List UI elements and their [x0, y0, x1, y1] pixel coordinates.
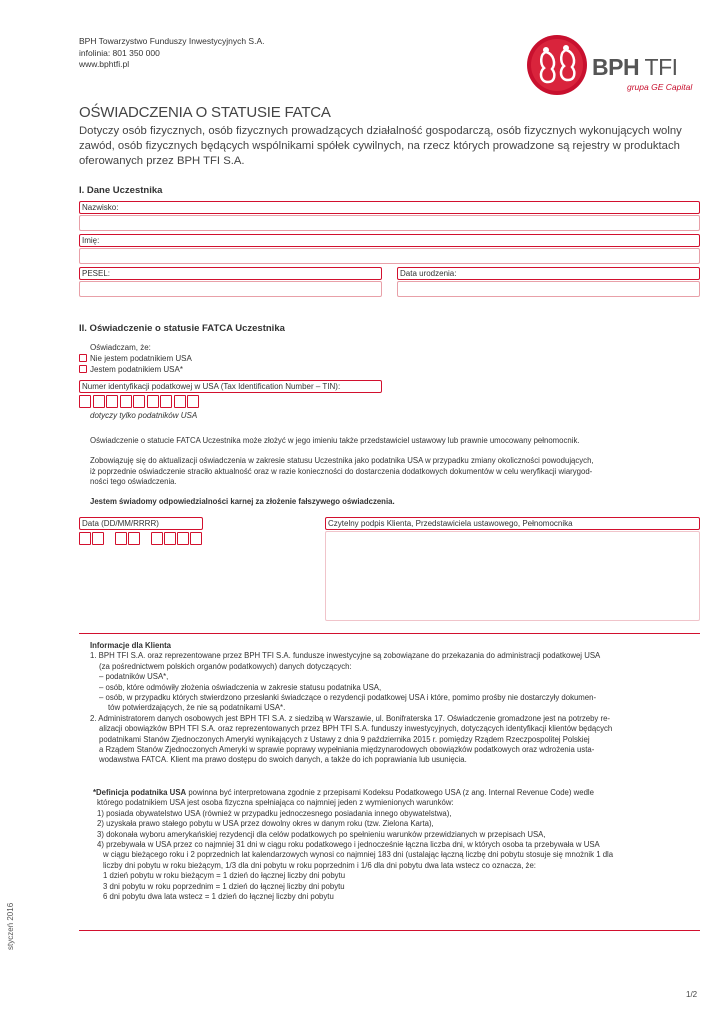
- client-info-line: 1. BPH TFI S.A. oraz reprezentowane przez BPH TFI S.A. fundusze inwestycyjne są zobowiązane do przekazania do administracji podatkowej USA: [90, 651, 601, 661]
- us-taxpayer-definition: [93, 788, 613, 902]
- tin-digit-box[interactable]: [174, 395, 186, 408]
- tin-digit-box[interactable]: [106, 395, 118, 408]
- responsibility-statement: Jestem świadomy odpowiedzialności karnej za złożenie fałszywego oświadczenia.: [90, 497, 395, 506]
- name-label: Imię:: [82, 236, 100, 245]
- definition-line: 6 dni pobytu dwa lata wstecz = 1 dzień do łącznej liczby dni pobytu: [103, 892, 334, 902]
- date-digit-box[interactable]: [190, 532, 202, 545]
- name-input[interactable]: [79, 248, 700, 264]
- company-info: [79, 36, 265, 71]
- date-digit-box[interactable]: [92, 532, 104, 545]
- date-label-box: [79, 517, 203, 530]
- client-info-line: 2. Administratorem danych osobowych jest BPH TFI S.A. z siedzibą w Warszawie, ul. Bonifraterska 17. Oświadczenie gromadzone jest na potrzeby re-: [90, 713, 611, 723]
- definition-line: powinna być interpretowana zgodnie z przepisami Kodeksu Podatkowego USA (z ang. Internal Revenue Code) wedle: [186, 788, 595, 797]
- signature-label-box: [325, 517, 700, 530]
- tin-label-box: [79, 380, 382, 393]
- surname-label: Nazwisko:: [82, 203, 119, 212]
- update-commitment-line-2: iż poprzednie oświadczenie straciło aktualność oraz w razie konieczności do dostarczenia dodatkowych dokumentów w celu weryfikacji wiarygod-: [90, 466, 593, 476]
- birthdate-label-box: [397, 267, 700, 280]
- definition-heading: *Definicja podatnika USA: [93, 788, 187, 797]
- definition-line: 3) dokonała wyboru amerykańskiej rezydencji dla celów podatkowych po spełnieniu warunków przewidzianych w przepisach USA,: [97, 829, 546, 839]
- client-info-line: (za pośrednictwem polskich organów podatkowych) danych dotyczących:: [99, 661, 352, 671]
- tin-digit-box[interactable]: [93, 395, 105, 408]
- company-name: BPH Towarzystwo Funduszy Inwestycyjnych S.A.: [79, 36, 265, 46]
- checkbox-us[interactable]: [79, 365, 87, 373]
- definition-line: w ciągu bieżącego roku i 2 poprzednich lat kalendarzowych wynosi co najmniej 183 dni (ustalając łączną liczbę dni pobytu stosuje się mnożnik 1 dla: [103, 850, 614, 860]
- logo-mark-icon: [526, 34, 588, 96]
- client-info-line: tów potwierdzających, że nie są podatnikami USA*.: [108, 703, 286, 713]
- issue-date: styczeń 2016: [6, 902, 15, 950]
- birthdate-input[interactable]: [397, 281, 700, 297]
- logo-text-bold: BPH: [592, 54, 640, 80]
- option-us-label: Jestem podatnikiem USA*: [90, 365, 183, 374]
- website-link[interactable]: www.bphtfi.pl: [79, 59, 130, 69]
- client-info-line: – osób, które odmówiły złożenia oświadczenia w zakresie statusu podatnika USA,: [99, 682, 382, 692]
- date-digit-box[interactable]: [79, 532, 91, 545]
- client-info-line: – podatników USA*,: [99, 672, 169, 682]
- infoline: infolinia: 801 350 000: [79, 47, 160, 58]
- bph-tfi-logo: [526, 34, 706, 100]
- surname-label-box: [79, 201, 700, 214]
- tin-digit-box[interactable]: [120, 395, 132, 408]
- tin-note: dotyczy tylko podatników USA: [90, 411, 198, 420]
- pesel-input[interactable]: [79, 281, 382, 297]
- pesel-label: PESEL:: [82, 269, 111, 278]
- update-commitment-line-3: ności tego oświadczenia.: [90, 477, 177, 487]
- pesel-label-box: [79, 267, 382, 280]
- definition-line: liczby dni pobytu w roku bieżącym, 1/3 dla dni pobytu w roku poprzednim i 1/6 dla dni pobytu dwa lata wstecz co oznacza, że:: [103, 860, 536, 870]
- logo-text-light: TFI: [639, 54, 678, 80]
- name-label-box: [79, 234, 700, 247]
- option-not-us[interactable]: [79, 354, 192, 365]
- signature-area[interactable]: [325, 531, 700, 621]
- client-info-line: alizacji obowiązków BPH TFI S.A. oraz reprezentowanych przez BPH TFI S.A. funduszy inwestycyjnych, dotyczących identyfikacji klientów będących: [99, 724, 613, 734]
- tin-digit-box[interactable]: [133, 395, 145, 408]
- client-info: [90, 641, 612, 766]
- document-title: OŚWIADCZENIA O STATUSIE FATCA: [79, 104, 331, 121]
- checkbox-not-us[interactable]: [79, 354, 87, 362]
- date-digit-box[interactable]: [151, 532, 163, 545]
- divider-bottom: [79, 930, 700, 931]
- definition-line: którego podatnikiem USA jest osoba fizyczna spełniająca co najmniej jeden z wymienionych warunków:: [97, 798, 454, 808]
- representative-note: Oświadczenie o statucie FATCA Uczestnika może złożyć w jego imieniu także przedstawiciel ustawowy lub prawnie umocowany pełnomocnik.: [90, 436, 580, 445]
- client-info-line: – osób, w przypadku których stwierdzono przesłanki świadczące o rezydencji podatkowej USA i które, pomimo prośby nie dostarczyły dokumen-: [99, 693, 597, 703]
- date-digit-box[interactable]: [177, 532, 189, 545]
- client-info-line: wodawstwa FATCA. Klient ma prawo dostępu do swoich danych, a także do ich poprawiania lub usunięcia.: [99, 755, 467, 765]
- page-number: 1/2: [686, 990, 698, 999]
- date-label: Data (DD/MM/RRRR): [82, 519, 159, 528]
- update-commitment-line-1: Zobowiązuję się do aktualizacji oświadczenia w zakresie statusu Uczestnika jako podatnika USA w przypadku zmiany okoliczności powodujących,: [90, 456, 594, 465]
- client-info-line: a Rządem Stanów Zjednoczonych Ameryki w sprawie poprawy wypełniania międzynarodowych obowiązków podatkowych oraz wdrożenia usta-: [99, 745, 595, 755]
- date-digit-box[interactable]: [164, 532, 176, 545]
- date-digit-box[interactable]: [128, 532, 140, 545]
- definition-line: 1) posiada obywatelstwo USA (również w przypadku jednoczesnego posiadania innego obywatelstwa),: [97, 808, 452, 818]
- option-us[interactable]: [79, 365, 183, 376]
- definition-line: 1 dzień pobytu w roku bieżącym = 1 dzień do łącznej liczby dni pobytu: [103, 871, 346, 881]
- definition-line: 4) przebywała w USA przez co najmniej 31 dni w ciągu roku podatkowego i jednocześnie łączna liczba dni, w których osoba ta przebywała w USA: [97, 840, 600, 850]
- client-info-heading: Informacje dla Klienta: [90, 641, 172, 650]
- definition-line: 2) uzyskała prawo stałego pobytu w USA przez dowolny okres w danym roku (tzw. Zielona Karta),: [97, 819, 434, 829]
- date-digit-box[interactable]: [115, 532, 127, 545]
- signature-label: Czytelny podpis Klienta, Przedstawiciela ustawowego, Pełnomocnika: [328, 519, 573, 528]
- birthdate-label: Data urodzenia:: [400, 269, 457, 278]
- logo-subtitle: grupa GE Capital: [627, 82, 693, 92]
- tin-label: Numer identyfikacji podatkowej w USA (Tax Identification Number – TIN):: [82, 382, 341, 391]
- declare-text: Oświadczam, że:: [90, 343, 151, 352]
- divider-top: [79, 633, 700, 634]
- tin-digit-box[interactable]: [160, 395, 172, 408]
- surname-input[interactable]: [79, 215, 700, 231]
- option-not-us-label: Nie jestem podatnikiem USA: [90, 354, 192, 363]
- client-info-line: podatnikami Stanów Zjednoczonych Ameryki wynikających z Ustawy z dnia 9 października 2015 r. pomiędzy Rządem Rzeczpospolitej Polskiej: [99, 734, 590, 744]
- tin-digit-box[interactable]: [187, 395, 199, 408]
- section-1-heading: I. Dane Uczestnika: [79, 185, 163, 196]
- tin-digit-box[interactable]: [147, 395, 159, 408]
- document-subtitle: Dotyczy osób fizycznych, osób fizycznych prowadzących działalność gospodarczą, osób fizycznych wykonujących wolny zawód, osób fizycznych będących wspólnikami spółek cywilnych, na rzecz których prowadzone są rejestry w produktach oferowanych przez BPH TFI S.A.: [79, 125, 682, 167]
- tin-digit-box[interactable]: [79, 395, 91, 408]
- update-commitment: [90, 456, 594, 488]
- section-2-heading: II. Oświadczenie o statusie FATCA Uczestnika: [79, 323, 285, 334]
- logo-text: [592, 54, 678, 81]
- definition-line: 3 dni pobytu w roku poprzednim = 1 dzień do łącznej liczby dni pobytu: [103, 881, 345, 891]
